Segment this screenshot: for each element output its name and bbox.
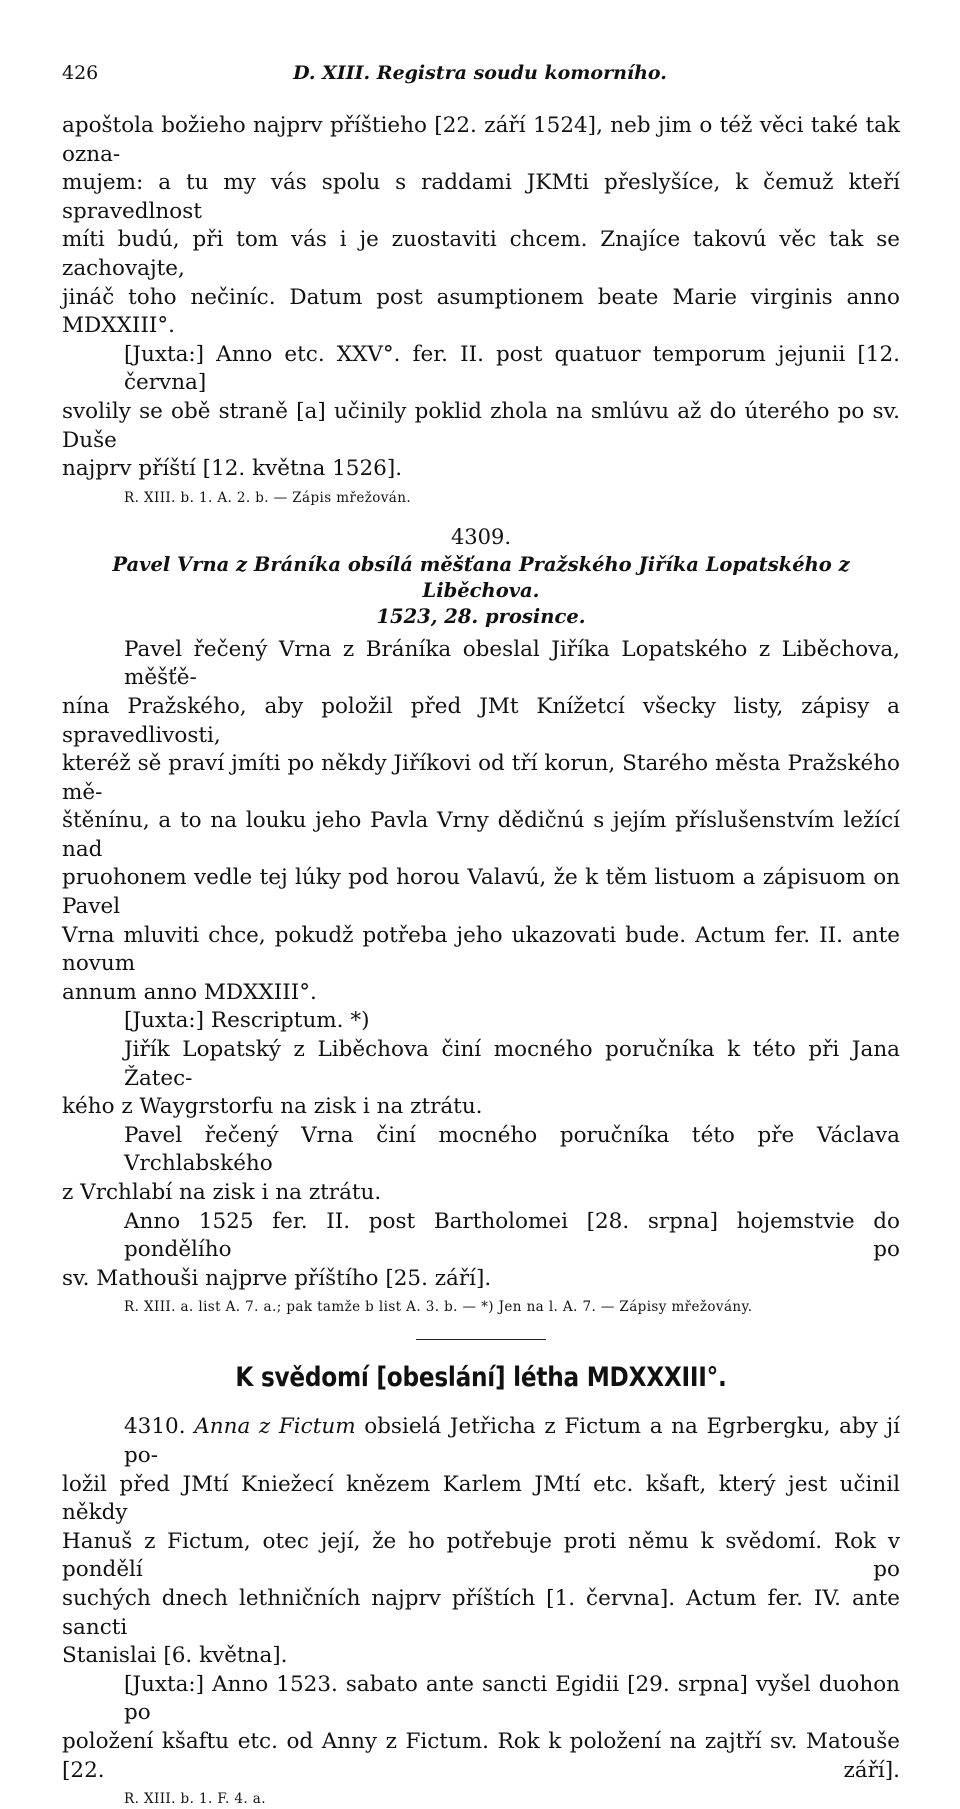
- source-note: R. XIII. b. 1. A. 2. b. — Zápis mřežován.: [124, 489, 412, 506]
- text-line: sv. Mathouši najprve příštího [25. září].: [62, 1265, 492, 1291]
- text-line: Stanislai [6. května].: [62, 1643, 288, 1669]
- section-heading: K svědomí [obeslání] létha MDXXXIII°.: [235, 1362, 727, 1394]
- text-line: štěnínu, a to na louku jeho Pavla Vrny dědičnú s jejím příslušenstvím ležící nad: [62, 808, 900, 862]
- text-line: [Juxta:] Rescriptum. *): [124, 1008, 370, 1034]
- entry-title: Pavel Vrna z Bráníka obsílá měšťana Pražského Jiříka Lopatského z Liběchova.: [112, 552, 850, 602]
- text-line: položení kšaftu etc. od Anny z Fictum. Rok k položení na zajtří sv. Matouše [22. září].: [62, 1728, 900, 1783]
- text-line: [Juxta:] Anno 1523. sabato ante sancti Egidii [29. srpna] vyšel duohon po: [124, 1671, 900, 1726]
- text-line: [62, 1413, 900, 1470]
- page-number: 426: [62, 62, 99, 84]
- text-line: mujem: a tu my vás spolu s raddami JKMti přeslyšíce, k čemuž kteří spravedlnost: [62, 170, 900, 224]
- text-line: Jiřík Lopatský z Liběchova činí mocného poručníka k této při Jana Žatec-: [124, 1037, 900, 1091]
- text-line: Pavel řečený Vrna činí mocného poručníka této pře Václava Vrchlabského: [124, 1122, 900, 1177]
- text-line: najprv příští [12. května 1526].: [62, 456, 403, 482]
- person-name: Anna z Fictum: [194, 1414, 356, 1440]
- text-line: míti budú, při tom vás i je zuostaviti chcem. Znajíce takovú věc tak se zachovajte,: [62, 227, 900, 281]
- source-note: R. XIII. b. 1. F. 4. a.: [124, 1791, 266, 1808]
- text-line: Anno 1525 fer. II. post Bartholomei [28. srpna] hojemstvie do pondělího po: [124, 1208, 900, 1263]
- text-line: nína Pražského, aby položil před JMt Knížetcí všecky listy, zápisy a spravedlivosti,: [62, 693, 900, 748]
- source-note: R. XIII. a. list A. 7. a.; pak tamže b list A. 3. b. — *) Jen na l. A. 7. — Zápisy mřežovány.: [124, 1299, 753, 1316]
- text-line: apoštola božieho najprv příštieho [22. září 1524], neb jim o též věci také tak ozna-: [62, 113, 900, 167]
- entry-date: 1523, 28. prosince.: [376, 604, 586, 628]
- continuation-paragraph: [62, 112, 900, 484]
- text-line: svolily se obě straně [a] učinily poklid zhola na smlúvu až do úterého po sv. Duše: [62, 398, 900, 453]
- text-line: Vrna mluviti chce, pokudž potřeba jeho ukazovati bude. Actum fer. II. ante novum: [62, 922, 900, 977]
- text-line: ložil před JMtí Kniežecí knězem Karlem JMtí etc. kšaft, který jest učinil někdy: [62, 1471, 900, 1526]
- text-line: kteréž sě praví jmíti po někdy Jiříkovi od tří korun, Starého města Pražského mě-: [62, 751, 900, 805]
- text-line: pruohonem vedle tej lúky pod horou Valavú, že k těm listuom a zápisuom on Pavel: [62, 865, 900, 920]
- entry-paragraph: [62, 1413, 900, 1785]
- page-header: [0, 62, 960, 92]
- entry-paragraph: [62, 636, 900, 1294]
- text-line: jináč toho nečiníc. Datum post asumptionem beate Marie virginis anno MDXXIII°.: [62, 284, 900, 339]
- text-line: annum anno MDXXIII°.: [62, 979, 317, 1005]
- running-head: D. XIII. Registra soudu komorního.: [293, 62, 667, 84]
- text-line: [Juxta:] Anno etc. XXV°. fer. II. post quatuor temporum jejunii [12. června]: [124, 341, 900, 396]
- text-line: kého z Waygrstorfu na zisk i na ztrátu.: [62, 1094, 483, 1120]
- text-line: Pavel řečený Vrna z Bráníka obeslal Jiříka Lopatského z Liběchova, měšťě-: [124, 636, 900, 691]
- text-line: z Vrchlabí na zisk i na ztrátu.: [62, 1180, 382, 1205]
- page-body: [62, 112, 900, 1809]
- entry-number: 4309.: [450, 524, 512, 549]
- text-line: suchých dnech lethničních najprv příštích [1. června]. Actum fer. IV. ante sancti: [62, 1585, 900, 1640]
- text-line: Hanuš z Fictum, otec její, že ho potřebuje proti němu k svědomí. Rok v pondělí po: [62, 1528, 900, 1583]
- entry-number-inline: 4310.: [124, 1414, 186, 1440]
- text-fragment: obsielá Jetřicha z Fictum a na Egrbergku, aby jí po-: [124, 1414, 900, 1468]
- section-divider: [416, 1339, 546, 1340]
